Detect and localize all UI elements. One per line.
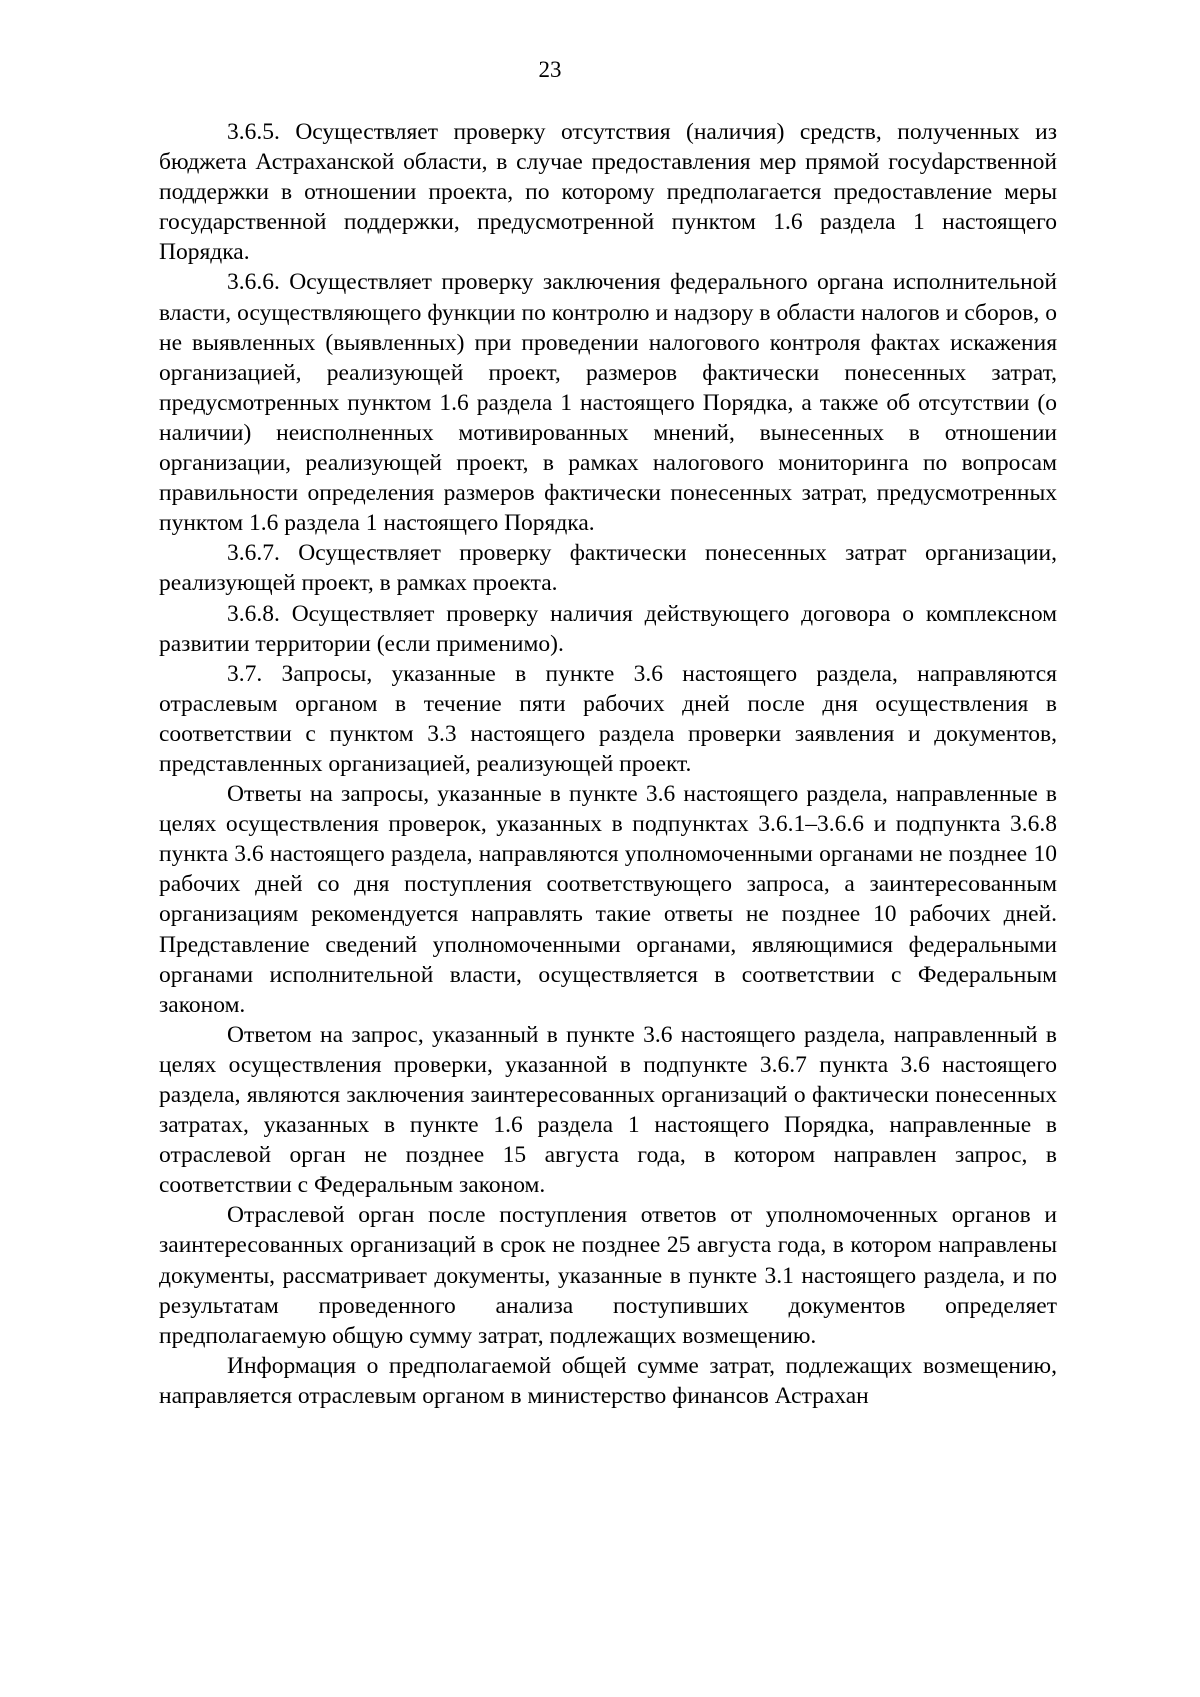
- paragraph-responses: Ответы на запросы, указанные в пункте 3.6 настоящего раздела, направленные в целях осуществления проверок, указанных в подпунктах 3.6.1–3.6.6 и подпункта 3.6.8 пункта 3.6 настоящего раздела, направляются уполномоченными органами не позднее 10 рабочих дней со дня поступления соответствующего запроса, а заинтересованным организациям рекомендуется направлять такие ответы не позднее 10 рабочих дней. Представление сведений уполномоченными органами, являющимися федеральными органами исполнительной власти, осуществляется в соответствии с Федеральным законом.: [159, 781, 1057, 1018]
- paragraph-3-7: 3.7. Запросы, указанные в пункте 3.6 настоящего раздела, направляются отраслевым органом в течение пяти рабочих дней после дня осуществления в соответствии с пунктом 3.3 настоящего раздела проверки заявления и документов, представленных организацией, реализующей проект.: [159, 660, 1057, 777]
- paragraph-3-6-5: 3.6.5. Осуществляет проверку отсутствия (наличия) средств, полученных из бюджета Астраханской области, в случае предоставления мер прямой госуdарственной поддержки в отношении проекта, по которому предполагается предоставление меры государственной поддержки, предусмотренной пунктом 1.6 раздела 1 настоящего Порядка.: [159, 119, 1057, 266]
- paragraph-review: Отраслевой орган после поступления ответов от уполномоченных органов и заинтересованных организаций в срок не позднее 25 августа года, в котором направлены документы, рассматривает документы, указанные в пункте 3.1 настоящего раздела, и по результатам проведенного анализа поступивших документов определяет предполагаемую общую сумму затрат, подлежащих возмещению.: [159, 1202, 1057, 1349]
- paragraph-information: Информация о предполагаемой общей сумме затрат, подлежащих возмещению, направляется отраслевым органом в министерство финансов Астрахан: [159, 1352, 1057, 1409]
- paragraph-3-6-7: 3.6.7. Осуществляет проверку фактически понесенных затрат организации, реализующей проект, в рамках проекта.: [159, 540, 1057, 597]
- page-number: 23: [538, 57, 562, 82]
- paragraph-response-3-6-7: Ответом на запрос, указанный в пункте 3.6 настоящего раздела, направленный в целях осуществления проверки, указанной в подпункте 3.6.7 пункта 3.6 настоящего раздела, являются заключения заинтересованных организаций о фактически понесенных затратах, указанных в пункте 1.6 раздела 1 настоящего Порядка, направленные в отраслевой орган не позднее 15 августа года, в котором направлен запрос, в соответствии с Федеральным законом.: [159, 1021, 1057, 1199]
- paragraph-3-6-6: 3.6.6. Осуществляет проверку заключения федерального органа исполнительной власти, осуществляющего функции по контролю и надзору в области налогов и сборов, о не выявленных (выявленных) при проведении налогового контроля фактах искажения организацией, реализующей проект, размеров фактически понесенных затрат, предусмотренных пунктом 1.6 раздела 1 настоящего Порядка, а также об отсутствии (о наличии) неисполненных мотивированных мнений, вынесенных в отношении организации, реализующей проект, в рамках налогового мониторинга по вопросам правильности определения размеров фактически понесенных затрат, предусмотренных пунктом 1.6 раздела 1 настоящего Порядка.: [159, 269, 1057, 537]
- document-body: [159, 117, 1057, 1411]
- paragraph-3-6-8: 3.6.8. Осуществляет проверку наличия действующего договора о комплексном развитии территории (если применимо).: [159, 600, 1057, 657]
